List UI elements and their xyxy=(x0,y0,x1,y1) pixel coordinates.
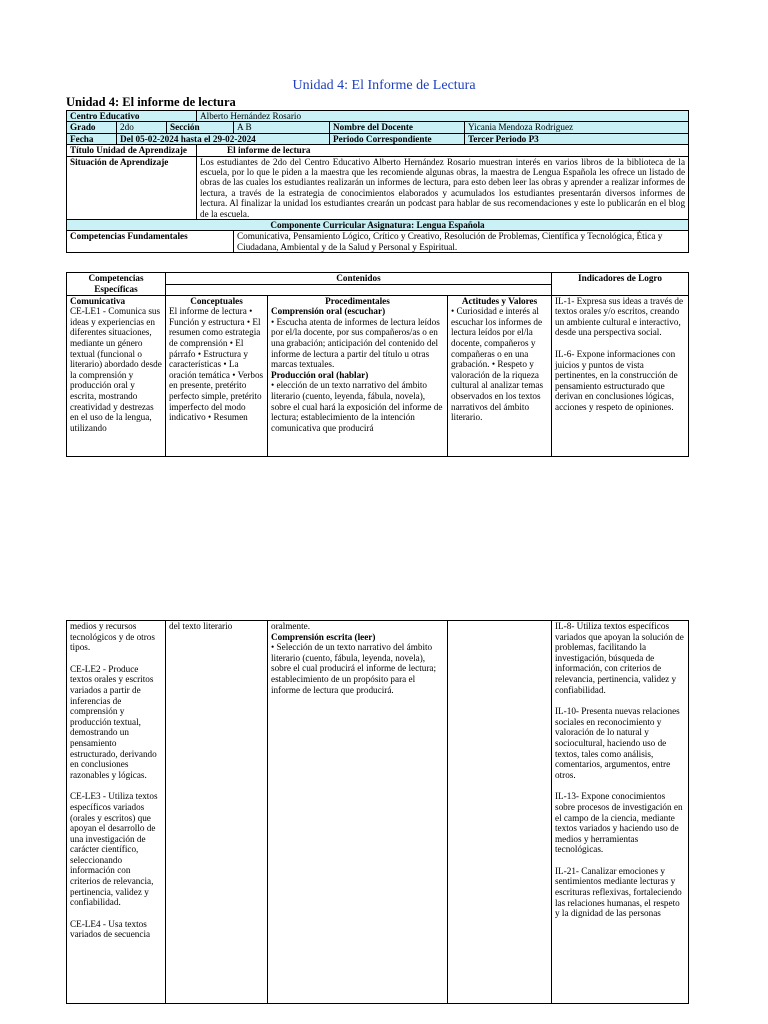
header-procedimentales: Procedimentales xyxy=(325,295,390,306)
especificas-ce-le4: CE-LE4 - Usa textos variados de secuencia xyxy=(70,918,151,940)
situacion-value: Los estudiantes de 2do del Centro Educativo Alberto Hernández Rosario muestran interés en varios libros de la biblioteca de la escuela, por lo que le piden a la maestra que les recomiende algunas obras, la maestra de Lengua Española les ofrece un listado de obras de las cuales los estudiantes realizarán un informes de lectura, para esto deben leer las obras y aprender a realizar informes de lectura, a través de la estrategia de conocimientos elaborados y acumulados los estudiantes presentarán diversos informes de lectura. Al finalizar la unidad los estudiantes crearán un podcast para hablar de sus recomendaciones y este lo publicarán en el blog de la escuela. xyxy=(197,156,689,219)
indicador-il6: IL-6- Expone informaciones con juicios y puntos de vista pertinentes, en la construcción de pensamiento estructurado que derivan en conclusiones lógicas, acciones y respeto de opiniones. xyxy=(555,348,678,412)
indicadores-cell xyxy=(552,295,689,456)
indicador-il13: IL-13- Expone conocimientos sobre procesos de investigación en el campo de la ciencia, mediante textos variados y haciendo uso de medios y herramientas tecnológicas. xyxy=(555,791,683,855)
componente-curricular: Componente Curricular Asignatura: Lengua Española xyxy=(67,220,689,231)
competencias-label: Competencias Fundamentales xyxy=(67,231,234,253)
situacion-label: Situación de Aprendizaje xyxy=(67,156,197,219)
content-table-page2 xyxy=(66,620,689,1004)
especificas-cell-2 xyxy=(67,621,166,1004)
centro-label: Centro Educativo xyxy=(67,111,197,122)
especificas-text: CE-LE1 - Comunica sus ideas y experiencias en diferentes situaciones, mediante un género textual (funcional o literario) abordado desde la comprensión y producción oral y escrita, mostrando creatividad y destrezas en el uso de la lengua, utilizando xyxy=(70,306,162,433)
content-table-page1 xyxy=(66,272,689,457)
proc-heading-1: Comprensión oral (escuchar) xyxy=(271,306,386,317)
actitudes-cell xyxy=(448,295,552,456)
seccion-label: Sección xyxy=(167,122,234,133)
especificas-ce-le2: CE-LE2 - Produce textos orales y escritos variados a partir de inferencias de comprensión y producción textual, demostrando un pensamiento estructurado, derivando en conclusiones razonables y lógicas. xyxy=(70,663,157,780)
periodo-label: Periodo Correspondiente xyxy=(330,133,465,144)
especificas-title: Comunicativa xyxy=(70,295,126,306)
actitudes-cell-2 xyxy=(448,621,552,1004)
proc-heading-3: Comprensión escrita (leer) xyxy=(271,631,376,642)
indicador-il8: IL-8- Utiliza textos específicos variados que apoyan la solución de problemas, facilitando la investigación, búsqueda de información, con criterios de relevancia, pertinencia, validez y confiabilidad. xyxy=(555,621,684,695)
document-heading: Unidad 4: El informe de lectura xyxy=(66,95,236,109)
titulo-label: Título Unidad de Aprendizaje xyxy=(67,145,197,156)
procedimentales-cell xyxy=(268,295,448,456)
page-title: Unidad 4: El Informe de Lectura xyxy=(292,78,476,93)
header-contenidos: Contenidos xyxy=(166,273,552,285)
proc-text-1: • Escucha atenta de informes de lectura leídos por el/la docente, por sus compañeros/as o en una grabación; anticipación del contenido del informe de lectura a partir del título u otras marcas textuales. xyxy=(271,316,440,370)
indicador-il10: IL-10- Presenta nuevas relaciones sociales en reconocimiento y valoración de lo natural y sociocultural, haciendo uso de textos, tales como análisis, comentarios, argumentos, entre otros. xyxy=(555,706,680,780)
seccion-value: A B xyxy=(234,122,330,133)
actitudes-text: • Curiosidad e interés al escuchar los informes de lectura leídos por el/la docente, compañeros y compañeras o en una grabación. • Respeto y valoración de la riqueza cultural al analizar temas observados en los textos narrativos del ámbito literario. xyxy=(451,306,544,423)
docente-value: Yicania Mendoza Rodriguez xyxy=(465,122,689,133)
centro-value: Alberto Hernández Rosario xyxy=(197,111,689,122)
grado-value: 2do xyxy=(117,122,167,133)
procedimentales-cell-2 xyxy=(268,621,448,1004)
indicador-il21: IL-21- Canalizar emociones y sentimientos mediante lecturas y escrituras reflexivas, fortaleciendo las relaciones humanas, el respeto y la dignidad de las personas xyxy=(555,865,682,919)
indicadores-cell-2 xyxy=(552,621,689,1004)
conceptuales-cell xyxy=(166,295,268,456)
header-indicadores: Indicadores de Logro xyxy=(552,273,689,296)
especificas-ce-le3: CE-LE3 - Utiliza textos específicos variados (orales y escritos) que apoyan el desarrollo de una investigación de carácter científico, seleccionando información con criterios de relevancia, pertinencia, validez y confiabilidad. xyxy=(70,791,158,908)
fecha-value: Del 05-02-2024 hasta el 29-02-2024 xyxy=(117,133,330,144)
competencias-value: Comunicativa, Pensamiento Lógico, Crítico y Creativo, Resolución de Problemas, Científica y Tecnológica, Ética y Ciudadana, Ambiental y de la Salud y Personal y Espiritual. xyxy=(234,231,689,253)
fecha-label: Fecha xyxy=(67,133,117,144)
indicador-il1: IL-1- Expresa sus ideas a través de textos orales y/o escritos, creando un ambiente cultural e interactivo, desde una perspectiva social. xyxy=(555,295,684,338)
header-actitudes: Actitudes y Valores xyxy=(461,295,538,306)
grado-label: Grado xyxy=(67,122,117,133)
conceptuales-text-2: del texto literario xyxy=(169,621,233,631)
proc-text-2: • elección de un texto narrativo del ámbito literario (cuento, leyenda, fábula, novela), sobre el cual hará la exposición del informe de lectura; establecimiento de la intención comunicativa que producirá xyxy=(271,380,443,433)
conceptuales-cell-2 xyxy=(166,621,268,1004)
especificas-cont: medios y recursos tecnológicos y de otros tipos. xyxy=(70,621,155,653)
unit-info-table xyxy=(66,110,689,253)
titulo-value: El informe de lectura xyxy=(197,145,689,156)
header-conceptuales: Conceptuales xyxy=(190,295,243,306)
header-competencias-especificas: Competencias Específicas xyxy=(67,273,166,296)
especificas-cell xyxy=(67,295,166,456)
docente-label: Nombre del Docente xyxy=(330,122,465,133)
proc-heading-2: Producción oral (hablar) xyxy=(271,369,369,380)
periodo-value: Tercer Periodo P3 xyxy=(465,133,689,144)
proc-text-0: oralmente. xyxy=(271,621,311,631)
proc-text-3: • Selección de un texto narrativo del ámbito literario (cuento, fábula, leyenda, novela), sobre el cual producirá el informe de lectura; establecimiento de un propósito para el informe de lectura que producirá. xyxy=(271,642,437,695)
conceptuales-text: El informe de lectura • Función y estructura • El resumen como estrategia de comprensión • El párrafo • Estructura y características • La oración temática • Verbos en presente, pretérito perfecto simple, pretérito imperfecto del modo indicativo • Resumen xyxy=(169,306,264,423)
